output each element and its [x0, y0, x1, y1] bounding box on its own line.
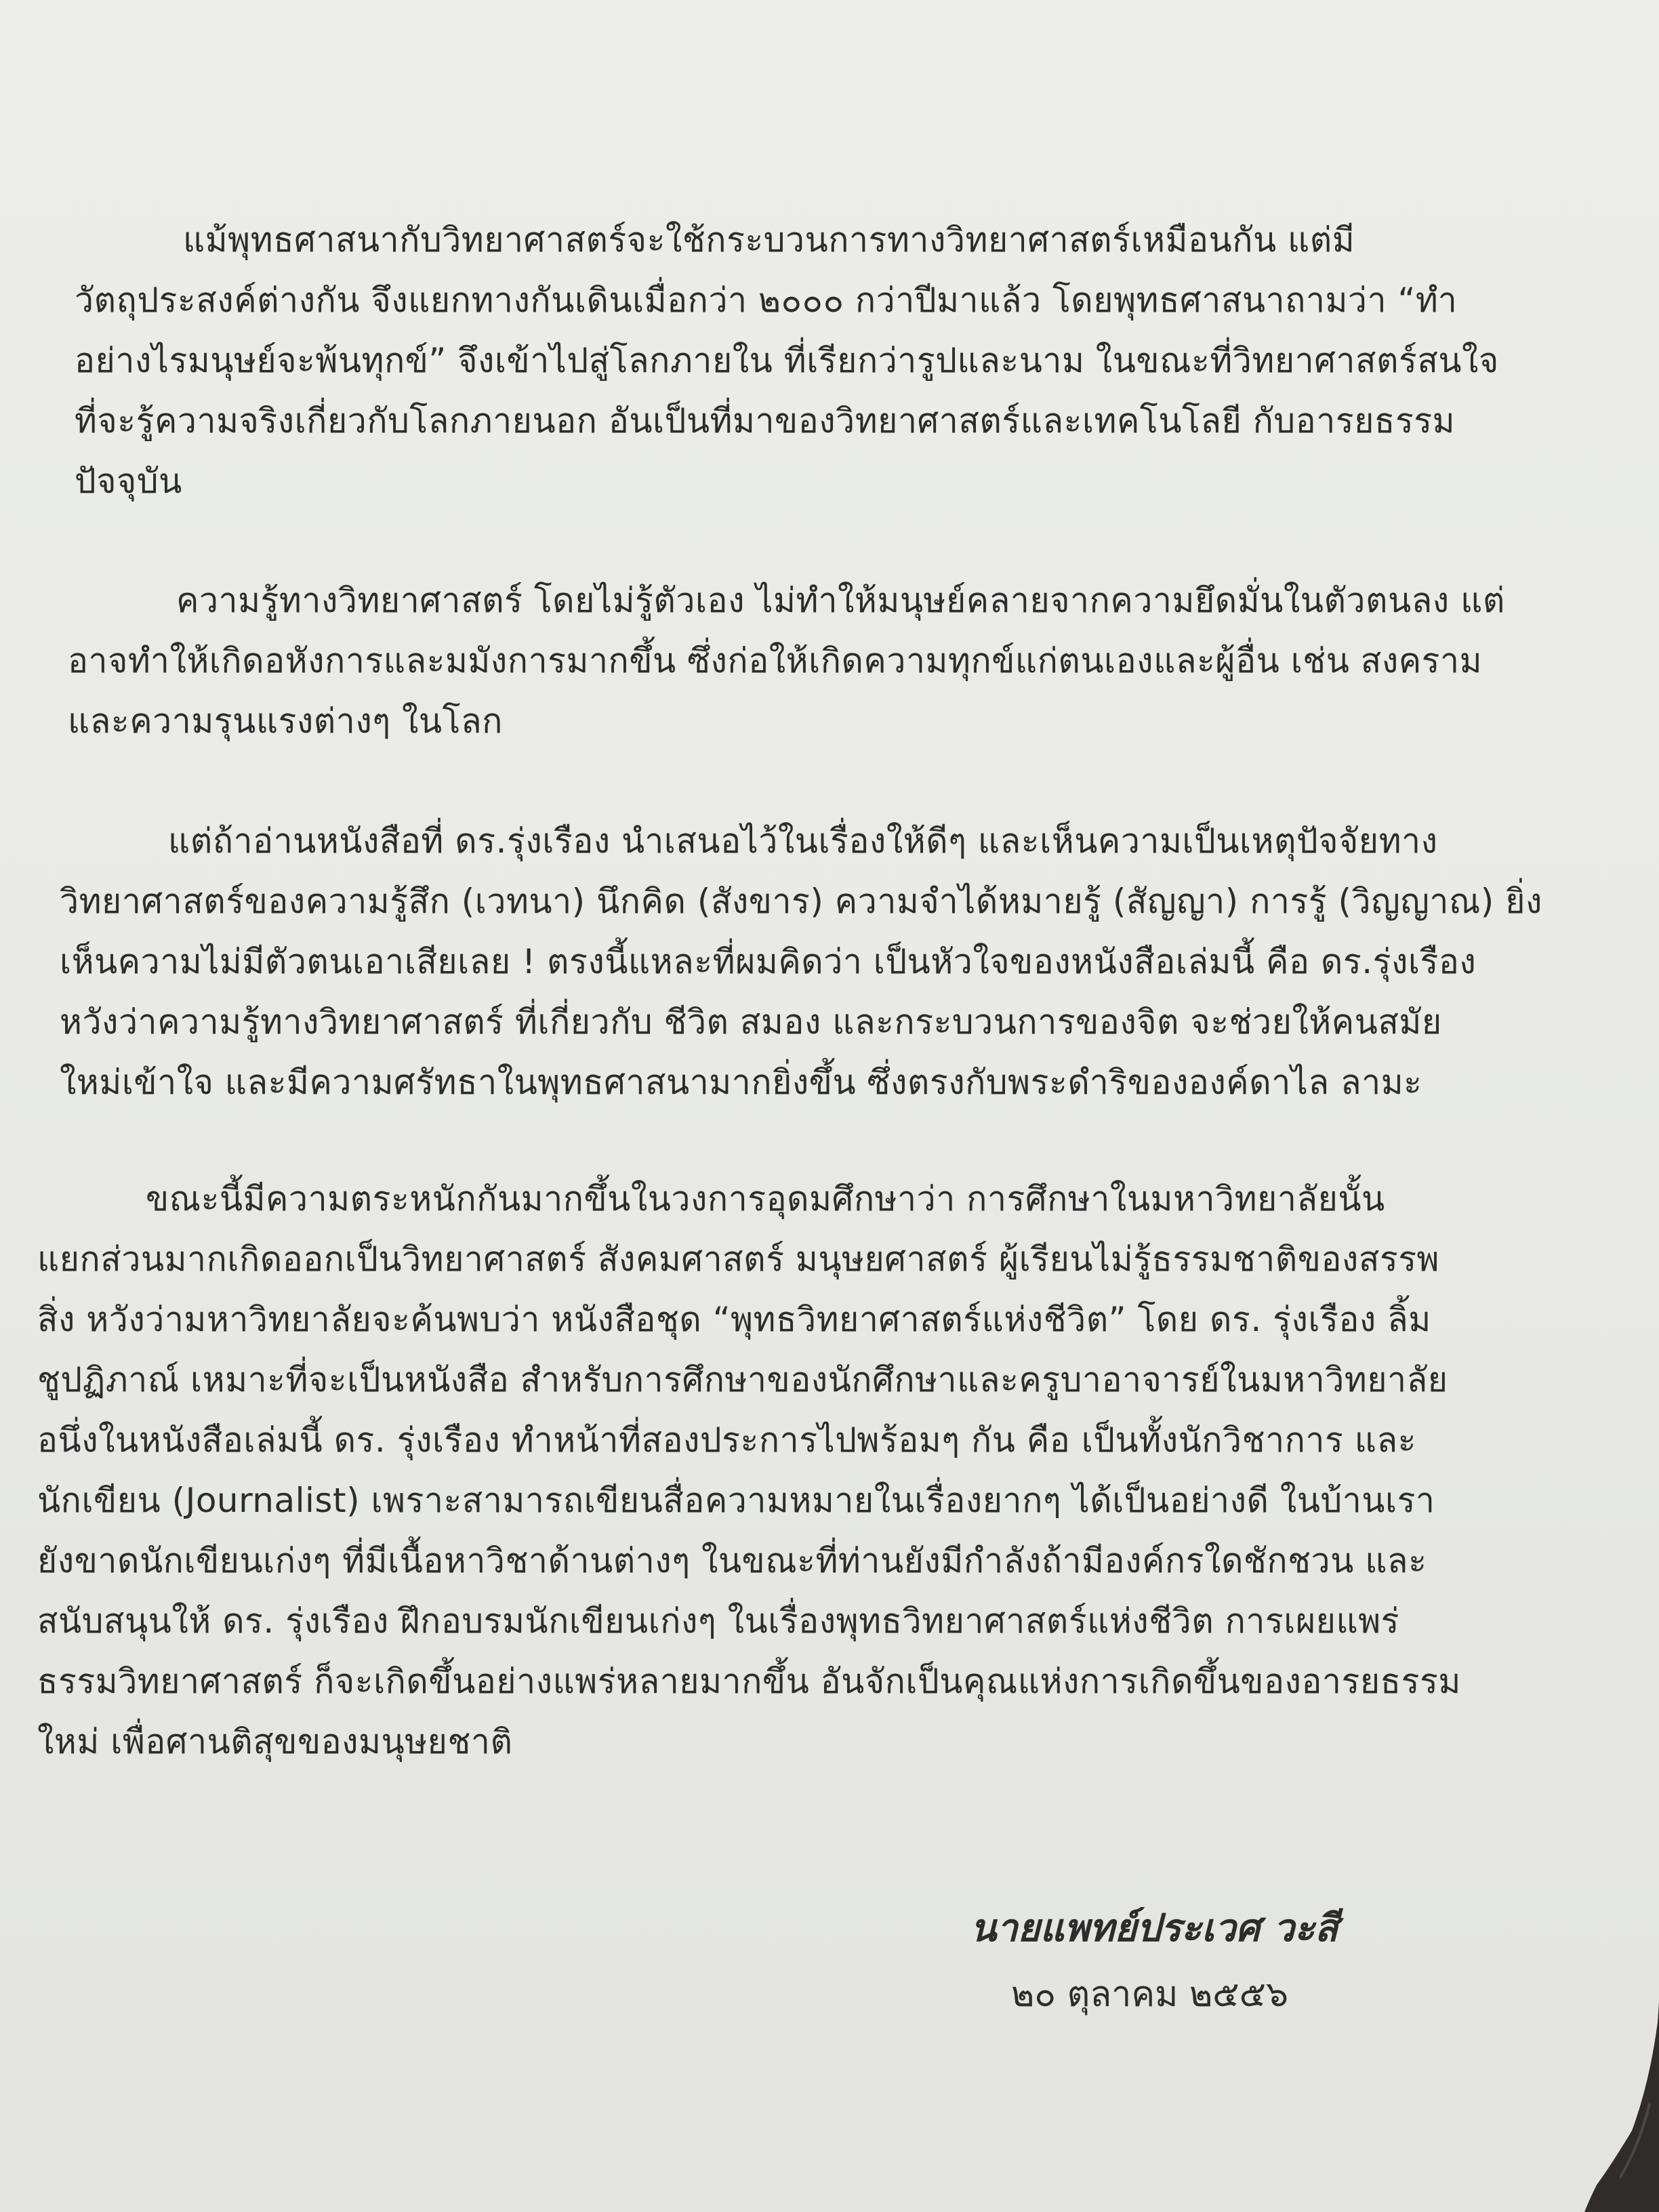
text-line: ใหม่เข้าใจ และมีความศรัทธาในพุทธศาสนามากยิ่งขึ้น ซึ่งตรงกับพระดำริขององค์ดาไล ลามะ [60, 1063, 1422, 1102]
text-line: และความรุนแรงต่างๆ ในโลก [68, 701, 503, 741]
text-line: นักเขียน (Journalist) เพราะสามารถเขียนสื่อความหมายในเรื่องยากๆ ได้เป็นอย่างดี ในบ้านเรา [37, 1481, 1435, 1520]
text-line: ความรู้ทางวิทยาศาสตร์ โดยไม่รู้ตัวเอง ไม่ทำให้มนุษย์คลายจากความยึดมั่นในตัวตนลง แต่ [176, 581, 1505, 620]
text-line: ใหม่ เพื่อศานติสุขของมนุษยชาติ [37, 1722, 513, 1761]
corner-ornament-icon [1584, 2002, 1659, 2212]
text-line: ชูปฏิภาณ์ เหมาะที่จะเป็นหนังสือ สำหรับการศึกษาของนักศึกษาและครูบาอาจารย์ในมหาวิทยาลัย [37, 1360, 1448, 1399]
text-line: หวังว่าความรู้ทางวิทยาศาสตร์ ที่เกี่ยวกับ ชีวิต สมอง และกระบวนการของจิต จะช่วยให้คนสมัย [60, 1002, 1442, 1042]
text-line: ธรรมวิทยาศาสตร์ ก็จะเกิดขึ้นอย่างแพร่หลายมากขึ้น อันจักเป็นคุณแห่งการเกิดขึ้นของอารยธรรม [37, 1662, 1461, 1701]
text-line: แต่ถ้าอ่านหนังสือที่ ดร.รุ่งเรือง นำเสนอไว้ในเรื่องให้ดีๆ และเห็นความเป็นเหตุปัจจัยทาง [168, 821, 1438, 861]
text-line: อนึ่งในหนังสือเล่มนี้ ดร. รุ่งเรือง ทำหน้าที่สองประการไปพร้อมๆ กัน คือ เป็นทั้งนักวิชาการ และ [37, 1420, 1416, 1460]
signature-date: ๒๐ ตุลาคม ๒๕๕๖ [1011, 1974, 1288, 2015]
text-line: สิ่ง หวังว่ามหาวิทยาลัยจะค้นพบว่า หนังสือชุด “พุทธวิทยาศาสตร์แห่งชีวิต” โดย ดร. รุ่งเรือง ลิ้ม [37, 1300, 1431, 1339]
text-line: เห็นความไม่มีตัวตนเอาเสียเลย ! ตรงนี้แหละที่ผมคิดว่า เป็นหัวใจของหนังสือเล่มนี้ คือ ดร.รุ่งเรือง [60, 942, 1477, 981]
paragraph-book-essence [60, 811, 1557, 1113]
paragraph-buddhism-science [75, 210, 1572, 512]
text-line: แม้พุทธศาสนากับวิทยาศาสตร์จะใช้กระบวนการทางวิทยาศาสตร์เหมือนกัน แต่มี [183, 220, 1355, 260]
text-line: สนับสนุนให้ ดร. รุ่งเรือง ฝึกอบรมนักเขียนเก่งๆ ในเรื่องพุทธวิทยาศาสตร์แห่งชีวิต การเผยแพร่ [37, 1601, 1400, 1641]
text-line: วัตถุประสงค์ต่างกัน จึงแยกทางกันเดินเมื่อกว่า ๒๐๐๐ กว่าปีมาแล้ว โดยพุทธศาสนาถามว่า “ทำ [75, 281, 1458, 320]
text-line: วิทยาศาสตร์ของความรู้สึก (เวทนา) นึกคิด (สังขาร) ความจำได้หมายรู้ (สัญญา) การรู้ (วิญญาณ) ยิ่ง [60, 882, 1542, 921]
paragraph-scientific-knowledge [68, 571, 1565, 752]
text-line: ปัจจุบัน [75, 462, 182, 501]
text-line: แยกส่วนมากเกิดออกเป็นวิทยาศาสตร์ สังคมศาสตร์ มนุษยศาสตร์ ผู้เรียนไม่รู้ธรรมชาติของสรรพ [37, 1240, 1440, 1279]
text-line: ที่จะรู้ความจริงเกี่ยวกับโลกภายนอก อันเป็นที่มาของวิทยาศาสตร์และเทคโนโลยี กับอารยธรรม [75, 401, 1456, 441]
signature-name: นายแพทย์ประเวศ วะสี [970, 1906, 1338, 1950]
text-line: ยังขาดนักเขียนเก่งๆ ที่มีเนื้อหาวิชาด้านต่างๆ ในขณะที่ท่านยังมีกำลังถ้ามีองค์กรใดชักชวน และ [37, 1541, 1427, 1580]
text-line: อย่างไรมนุษย์จะพ้นทุกข์” จึงเข้าไปสู่โลกภายใน ที่เรียกว่ารูปและนาม ในขณะที่วิทยาศาสตร์สนใจ [75, 341, 1499, 380]
text-line: อาจทำให้เกิดอหังการและมมังการมากขึ้น ซึ่งก่อให้เกิดความทุกข์แก่ตนเองและผู้อื่น เช่น สงคราม [68, 641, 1483, 680]
text-line: ขณะนี้มีความตระหนักกันมากขึ้นในวงการอุดมศึกษาว่า การศึกษาในมหาวิทยาลัยนั้น [146, 1179, 1385, 1218]
paragraph-higher-education [37, 1169, 1535, 1772]
